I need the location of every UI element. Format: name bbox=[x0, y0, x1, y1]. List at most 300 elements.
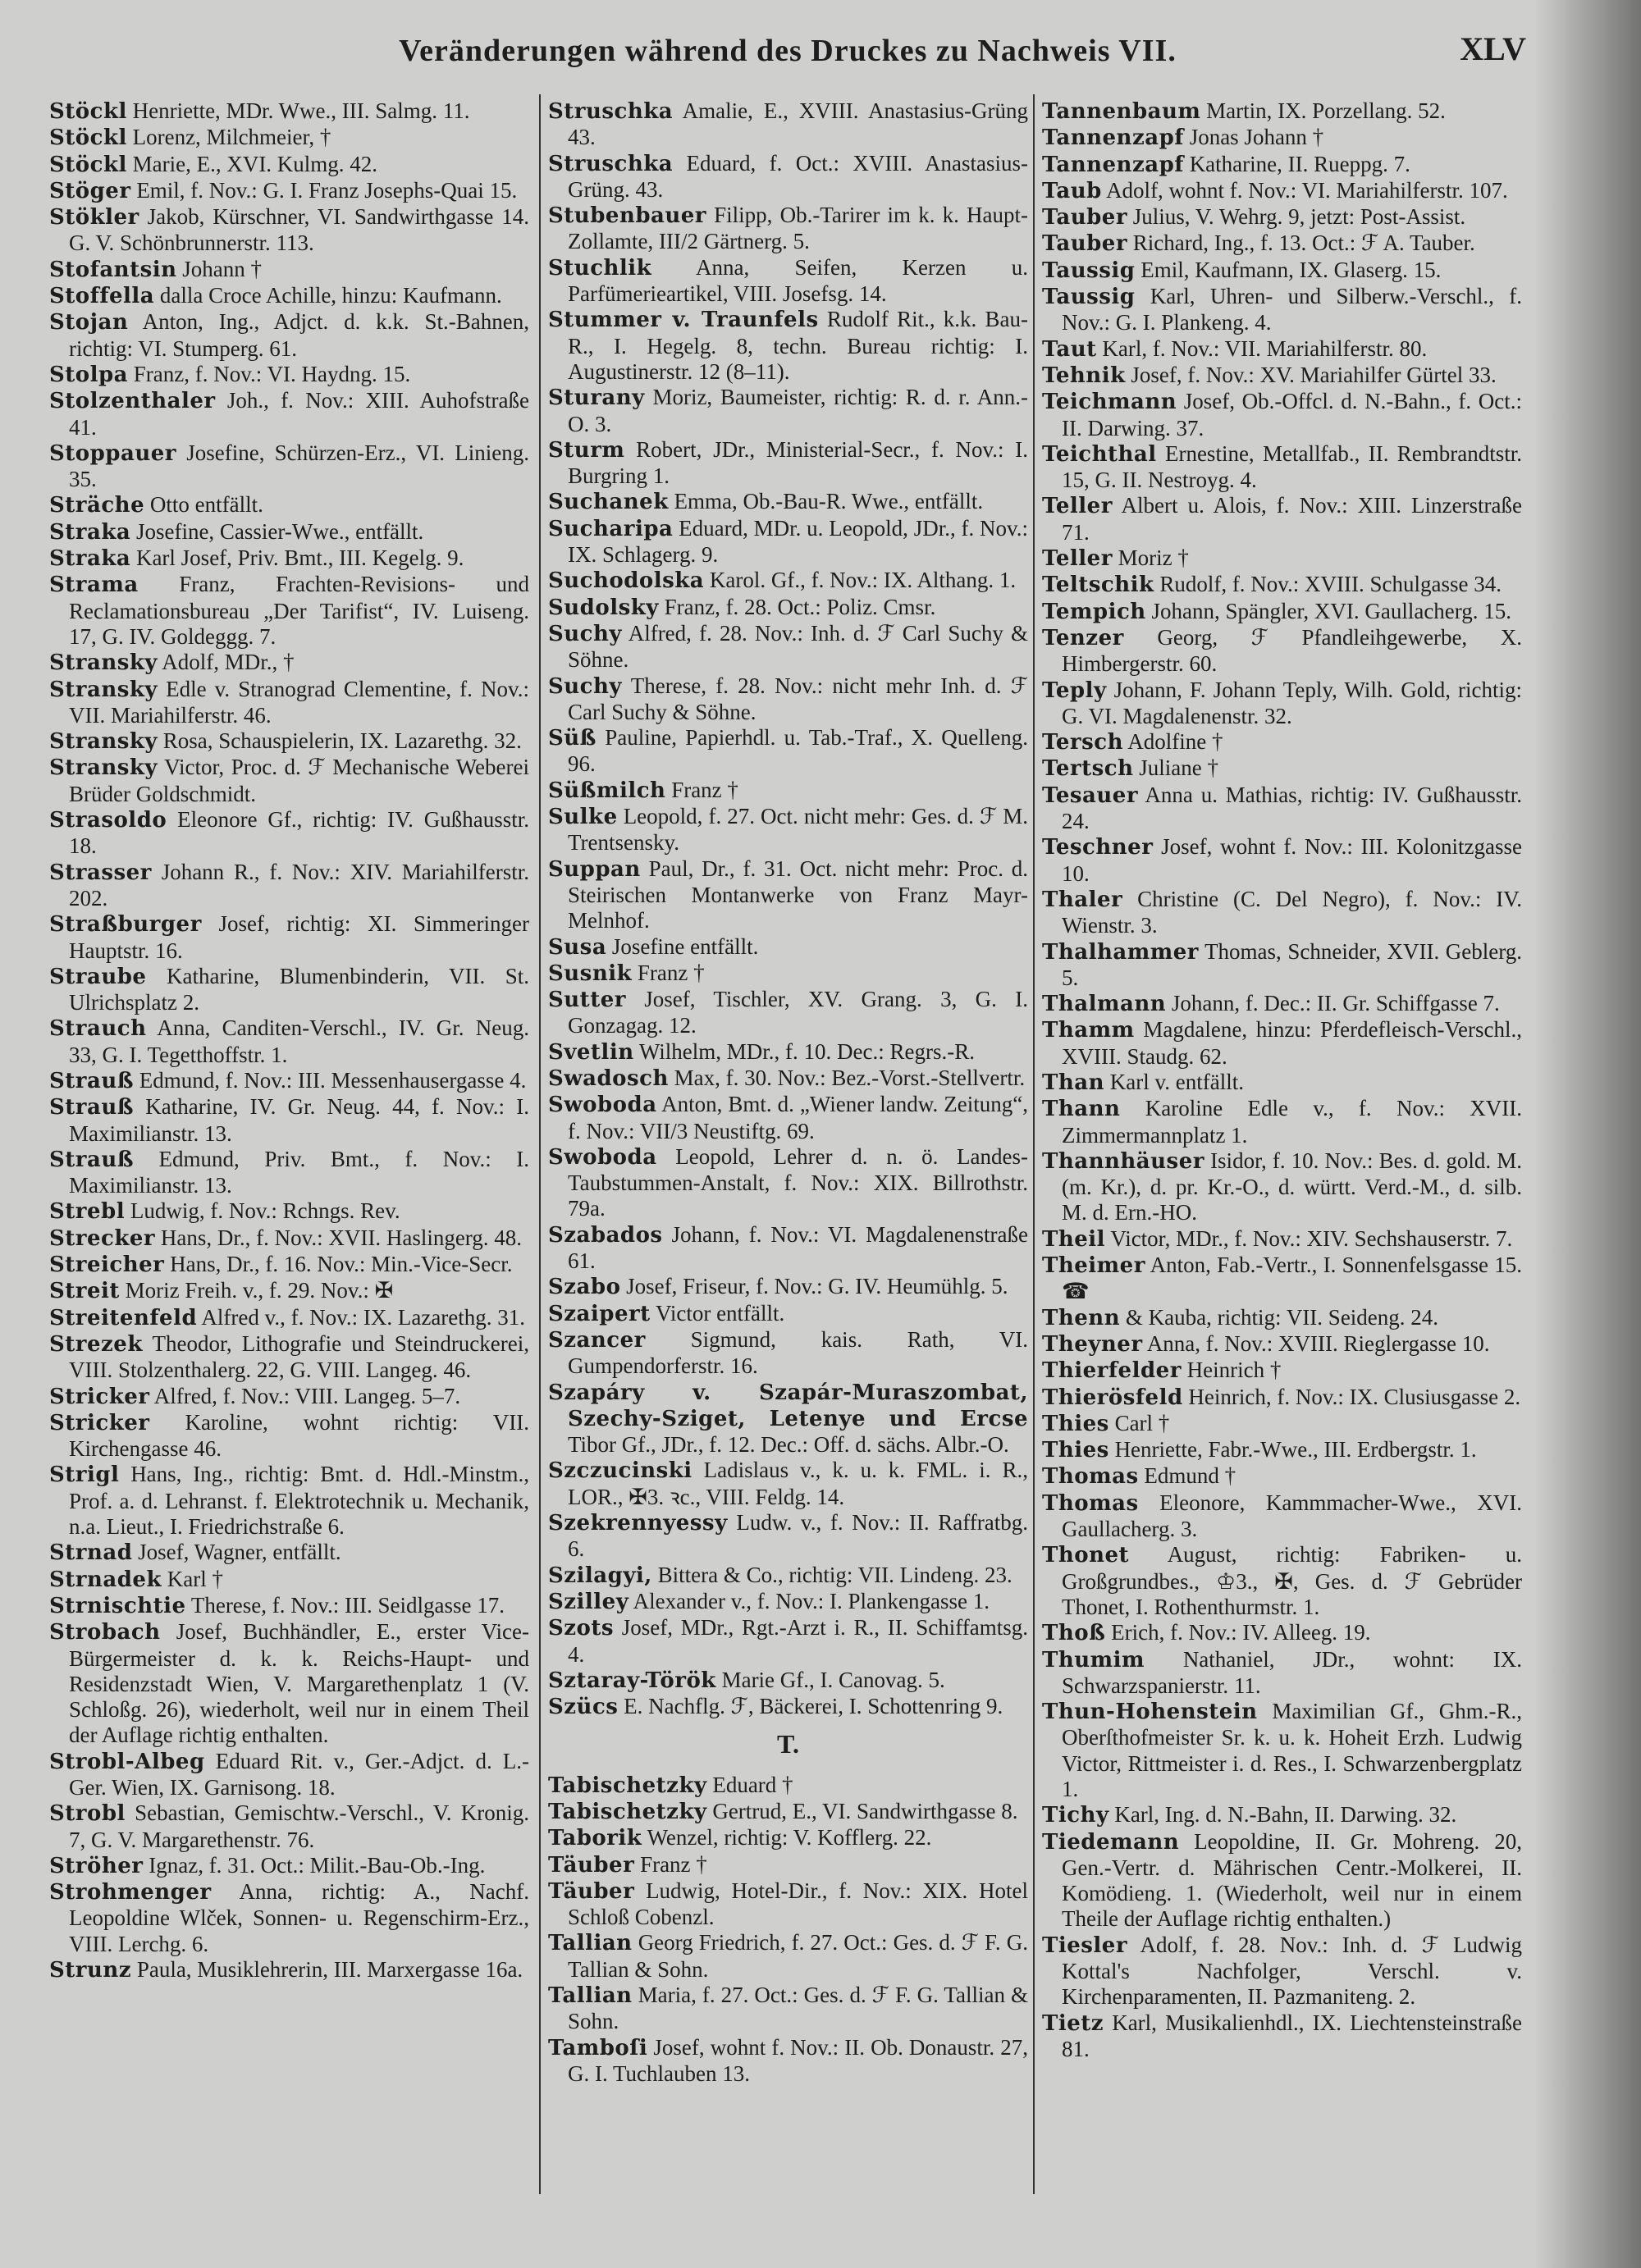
entry-surname: Teply bbox=[1042, 678, 1107, 703]
entry-surname: Taub bbox=[1042, 178, 1102, 203]
entry-surname: Tersch bbox=[1042, 730, 1123, 755]
entry-details: Leopoldine, II. Gr. Mohreng. 20, Gen.-Vertr. d. Mährischen Centr.-Molkerei, II. Komödieng. 1. (Wiederholt, weil nur in einem Theile der Auflage richtig enthalten.) bbox=[1062, 1828, 1522, 1932]
directory-entry bbox=[1042, 493, 1522, 545]
entry-surname: Tauber bbox=[1042, 231, 1128, 257]
entry-details: Wenzel, richtig: V. Kofflerg. 22. bbox=[647, 1825, 932, 1850]
entry-surname: Tichy bbox=[1042, 1803, 1109, 1828]
entry-surname: Tabischetzky bbox=[548, 1773, 707, 1798]
entry-details: Edle v. Stranograd Clementine, f. Nov.: VII. Mariahilferstr. 46. bbox=[69, 676, 530, 728]
entry-surname: Sulke bbox=[548, 805, 618, 830]
entry-details: E. Nachflg. ℱ, Bäckerei, I. Schottenring 9. bbox=[624, 1694, 1003, 1719]
entry-surname: Stöckl bbox=[49, 125, 127, 151]
entry-details: Johann, F. Johann Teply, Wilh. Gold, richtig: G. VI. Magdalenenstr. 32. bbox=[1062, 677, 1523, 728]
entry-surname: Teltschik bbox=[1042, 573, 1154, 598]
directory-entry bbox=[1042, 1305, 1522, 1331]
entry-details: Ernestine, Metallfab., II. Rembrandtstr. 15, G. II. Nestroyg. 4. bbox=[1062, 440, 1523, 493]
entry-surname: Tietz bbox=[1042, 2010, 1104, 2036]
directory-entry bbox=[548, 725, 1028, 778]
entry-details: Leopold, f. 27. Oct. nicht mehr: Ges. d. ℱ M. Trentsensky. bbox=[568, 804, 1029, 856]
directory-entry bbox=[548, 1615, 1028, 1668]
entry-surname: Stransky bbox=[49, 677, 158, 702]
entry-details: Magdalene, hinzu: Pferdefleisch-Verschl., XVIII. Staudg. 62. bbox=[1062, 1017, 1522, 1069]
entry-surname: Swoboda bbox=[548, 1144, 657, 1170]
entry-surname: Stuchlik bbox=[548, 255, 652, 281]
entry-surname: Szekrennyessy bbox=[548, 1511, 728, 1536]
entry-surname: Sturany bbox=[548, 386, 645, 411]
entry-surname: Straka bbox=[49, 519, 131, 545]
entry-details: Julius, V. Wehrg. 9, jetzt: Post-Assist. bbox=[1132, 204, 1466, 230]
entry-details: Erich, f. Nov.: IV. Alleeg. 19. bbox=[1111, 1620, 1371, 1645]
entry-details: Amalie, E., XVIII. Anastasius-Grüng 43. bbox=[568, 98, 1028, 150]
entry-surname: Tempich bbox=[1042, 599, 1146, 624]
entry-details: Nathaniel, JDr., wohnt: IX. Schwarzspanierstr. 11. bbox=[1062, 1646, 1523, 1698]
entry-surname: Strasoldo bbox=[49, 808, 167, 833]
entry-details: Juliane † bbox=[1139, 755, 1218, 781]
entry-details: Alfred, f. Nov.: VIII. Langeg. 5–7. bbox=[153, 1383, 461, 1408]
entry-surname: Szücs bbox=[548, 1695, 619, 1720]
directory-entry bbox=[548, 1930, 1028, 1983]
directory-entry bbox=[548, 1222, 1028, 1275]
entry-details: Theodor, Lithografie und Steindruckerei, VIII. Stolzenthalerg. 22, G. VIII. Langeg. 46. bbox=[69, 1330, 529, 1383]
directory-entry bbox=[548, 1589, 1028, 1615]
entry-details: Ludw. v., f. Nov.: II. Raffratbg. 6. bbox=[568, 1510, 1029, 1562]
directory-entry bbox=[548, 1144, 1028, 1222]
directory-entry bbox=[1042, 336, 1522, 363]
directory-entry bbox=[49, 204, 529, 257]
directory-entry bbox=[49, 1567, 529, 1593]
directory-entry bbox=[49, 860, 529, 912]
entry-surname: Thomas bbox=[1042, 1464, 1139, 1490]
entry-details: Carl † bbox=[1114, 1410, 1170, 1435]
directory-entry bbox=[548, 1510, 1028, 1563]
column-3 bbox=[1042, 98, 1522, 2062]
directory-entry bbox=[548, 595, 1028, 621]
directory-entry bbox=[49, 545, 529, 572]
directory-entry bbox=[1042, 1411, 1522, 1437]
directory-entry bbox=[49, 1957, 529, 1983]
entry-surname: Teller bbox=[1042, 546, 1113, 572]
entry-details: Karoline, wohnt richtig: VII. Kirchengasse 46. bbox=[69, 1409, 530, 1462]
directory-entry bbox=[1042, 939, 1522, 992]
entry-details: Robert, JDr., Ministerial-Secr., f. Nov.: I. Burgring 1. bbox=[568, 436, 1028, 489]
directory-entry bbox=[49, 388, 529, 440]
directory-entry bbox=[49, 1094, 529, 1147]
entry-details: Johann, f. Dec.: II. Gr. Schiffgasse 7. bbox=[1171, 991, 1500, 1016]
directory-entry bbox=[49, 964, 529, 1016]
entry-surname: Stransky bbox=[49, 729, 158, 755]
entry-surname: Strebl bbox=[49, 1199, 126, 1225]
entry-surname: Tenzer bbox=[1042, 625, 1124, 650]
entry-details: Anna, f. Nov.: XVIII. Rieglergasse 10. bbox=[1146, 1330, 1490, 1356]
directory-entry bbox=[1042, 152, 1522, 178]
entry-details: Marie, E., XVI. Kulmg. 42. bbox=[132, 151, 378, 176]
entry-details: Maximilian Gf., Ghm.-R., Oberſthofmeister Sr. k. u. k. Hoheit Erzh. Ludwig Victor, Rittmeister i. d. Res., I. Schwarzenbergplatz 1. bbox=[1062, 1699, 1522, 1801]
entry-surname: Strohmenger bbox=[49, 1880, 212, 1905]
entry-surname: Strunz bbox=[49, 1958, 132, 1983]
directory-entry bbox=[548, 1983, 1028, 2035]
entry-details: Josef, Wagner, entfällt. bbox=[138, 1540, 341, 1565]
entry-details: Karoline Edle v., f. Nov.: XVII. Zimmermannplatz 1. bbox=[1062, 1096, 1523, 1148]
directory-entry bbox=[548, 98, 1028, 151]
entry-surname: Stubenbauer bbox=[548, 203, 706, 229]
scan-shadow bbox=[1534, 0, 1641, 2268]
directory-entry bbox=[548, 1799, 1028, 1825]
entry-details: Moriz, Baumeister, richtig: R. d. r. Ann.-O. 3. bbox=[568, 385, 1029, 436]
entry-details: Isidor, f. 10. Nov.: Bes. d. gold. M. (m. Kr.), d. pr. Kr.-O., d. württ. Verd.-M., d. silb. M. d. Ern.-HO. bbox=[1062, 1148, 1522, 1225]
entry-surname: Stolzenthaler bbox=[49, 389, 216, 414]
directory-entry bbox=[49, 152, 529, 178]
entry-surname: Thamm bbox=[1042, 1018, 1135, 1043]
directory-entry bbox=[1042, 599, 1522, 625]
page-number: XLV bbox=[1460, 30, 1526, 67]
directory-entry bbox=[49, 1147, 529, 1199]
entry-surname: Suchy bbox=[548, 621, 623, 646]
entry-details: Hans, Dr., f. 16. Nov.: Min.-Vice-Secr. bbox=[170, 1252, 513, 1277]
entry-surname: Susnik bbox=[548, 961, 633, 986]
entry-surname: Teschner bbox=[1042, 835, 1154, 860]
entry-details: Jonas Johann † bbox=[1189, 125, 1324, 150]
entry-surname: Strnad bbox=[49, 1540, 133, 1566]
directory-entry bbox=[548, 778, 1028, 804]
entry-surname: Stöckl bbox=[49, 152, 127, 177]
directory-entry bbox=[548, 1274, 1028, 1300]
entry-details: Tibor Gf., JDr., f. 12. Dec.: Off. d. sächs. Albr.-O. bbox=[568, 1432, 1009, 1458]
directory-entry bbox=[548, 385, 1028, 437]
entry-details: Victor, Proc. d. ℱ Mechanische Weberei Brüder Goldschmidt. bbox=[69, 755, 529, 806]
entry-details: Paula, Musiklehrerin, III. Marxergasse 16a. bbox=[136, 1957, 523, 1983]
directory-entry bbox=[49, 728, 529, 755]
entry-details: Anna, richtig: A., Nachf. Leopoldine Wlček, Sonnen- u. Regenschirm-Erz., VIII. Lerchg. 6. bbox=[69, 1879, 529, 1956]
directory-entry bbox=[49, 1853, 529, 1879]
entry-details: Eduard † bbox=[712, 1772, 793, 1797]
entry-surname: Szabo bbox=[548, 1275, 621, 1300]
directory-entry bbox=[1042, 230, 1522, 257]
entry-details: Alfred, f. 28. Nov.: Inh. d. ℱ Carl Suchy & Söhne. bbox=[568, 620, 1028, 673]
entry-surname: Suppan bbox=[548, 856, 641, 882]
entry-surname: Tehnik bbox=[1042, 363, 1126, 388]
entry-details: Therese, f. 28. Nov.: nicht mehr Inh. d. ℱ Carl Suchy & Söhne. bbox=[568, 673, 1028, 724]
entry-details: Josef, MDr., Rgt.-Arzt i. R., II. Schiffamtsg. 4. bbox=[568, 1615, 1028, 1667]
directory-entry bbox=[1042, 1620, 1522, 1646]
entry-details: Ladislaus v., k. u. k. FML. i. R., LOR., ✠3. ꝛc., VIII. Feldg. 14. bbox=[568, 1458, 1028, 1509]
entry-surname: Stricker bbox=[49, 1410, 150, 1435]
column-2 bbox=[548, 98, 1028, 2087]
directory-entry bbox=[1042, 991, 1522, 1017]
entry-details: Hans, Ing., richtig: Bmt. d. Hdl.-Minstm., Prof. a. d. Lehranst. f. Elektrotechnik u. Mechanik, n.a. Lieut., I. Friedrichstraße 6. bbox=[69, 1462, 529, 1540]
entry-details: Moriz Freih. v., f. 29. Nov.: ✠ bbox=[125, 1278, 394, 1303]
directory-entry bbox=[548, 1773, 1028, 1799]
entry-surname: Teller bbox=[1042, 494, 1113, 519]
entry-surname: Thalmann bbox=[1042, 992, 1167, 1017]
entry-details: Georg, ℱ Pfandleihgewerbe, X. Himbergerstr. 60. bbox=[1062, 624, 1522, 677]
entry-surname: Sudolsky bbox=[548, 595, 659, 620]
directory-entry bbox=[548, 1327, 1028, 1380]
directory-entry bbox=[1042, 834, 1522, 887]
directory-entry bbox=[1042, 1933, 1522, 2010]
entry-surname: Suchanek bbox=[548, 490, 669, 515]
directory-entry bbox=[49, 1068, 529, 1094]
entry-details: Karl, Uhren- und Silberw.-Verschl., f. Nov.: G. I. Plankeng. 4. bbox=[1062, 284, 1523, 335]
entry-surname: Tamboſi bbox=[548, 2035, 648, 2060]
directory-entry bbox=[49, 309, 529, 362]
entry-surname: Swoboda bbox=[548, 1093, 657, 1118]
entry-surname: Strobl bbox=[49, 1801, 126, 1827]
entry-surname: Streit bbox=[49, 1279, 120, 1304]
directory-entry bbox=[49, 519, 529, 545]
directory-entry bbox=[548, 804, 1028, 856]
entry-details: Anton, Fab.-Vertr., I. Sonnenfelsgasse 15. ☎ bbox=[1062, 1253, 1523, 1304]
column-1 bbox=[49, 98, 529, 1983]
entry-surname: Tiesler bbox=[1042, 1933, 1128, 1958]
directory-entry bbox=[1042, 98, 1522, 125]
entry-surname: Strobach bbox=[49, 1620, 161, 1645]
entry-surname: Stofantsin bbox=[49, 257, 177, 282]
entry-surname: Taussig bbox=[1042, 258, 1136, 283]
directory-entry bbox=[49, 362, 529, 388]
entry-surname: Struschka bbox=[548, 99, 674, 124]
entry-surname: Tesauer bbox=[1042, 783, 1139, 808]
entry-details: Josef, Tischler, XV. Grang. 3, G. I. Gonzagag. 12. bbox=[568, 987, 1028, 1038]
entry-surname: Strauß bbox=[49, 1147, 134, 1172]
entry-details: Josef, Friseur, f. Nov.: G. IV. Heumühlg. 5. bbox=[626, 1274, 1008, 1299]
entry-surname: Tertsch bbox=[1042, 756, 1134, 782]
directory-entry bbox=[548, 151, 1028, 203]
entry-surname: Theimer bbox=[1042, 1253, 1145, 1279]
entry-surname: Stummer v. Traunfels bbox=[548, 308, 819, 333]
entry-surname: Thoß bbox=[1042, 1621, 1106, 1646]
directory-entry bbox=[49, 1800, 529, 1853]
entry-surname: Ströher bbox=[49, 1853, 144, 1878]
entry-details: Rosa, Schauspielerin, IX. Lazarethg. 32. bbox=[162, 728, 522, 754]
entry-details: Wilhelm, MDr., f. 10. Dec.: Regrs.-R. bbox=[638, 1038, 975, 1064]
entry-surname: Sucharipa bbox=[548, 516, 674, 541]
entry-surname: Straka bbox=[49, 546, 131, 572]
entry-surname: Tiedemann bbox=[1042, 1829, 1180, 1855]
entry-surname: Struschka bbox=[548, 151, 674, 176]
entry-details: Thomas, Schneider, XVII. Geblerg. 5. bbox=[1062, 938, 1522, 990]
directory-entry bbox=[49, 1278, 529, 1304]
entry-details: Alfred v., f. Nov.: IX. Lazarethg. 31. bbox=[201, 1304, 526, 1330]
entry-surname: Sträche bbox=[49, 493, 145, 518]
column-divider bbox=[539, 94, 541, 2194]
entry-surname: Strigl bbox=[49, 1463, 120, 1488]
directory-entry bbox=[1042, 1358, 1522, 1384]
directory-entry bbox=[1042, 1490, 1522, 1543]
entry-details: Josef, f. Nov.: XV. Mariahilfer Gürtel 33. bbox=[1131, 362, 1497, 387]
entry-details: Edmund † bbox=[1144, 1463, 1236, 1489]
directory-entry bbox=[49, 911, 529, 964]
entry-details: Max, f. 30. Nov.: Bez.-Vorst.-Stellvertr. bbox=[674, 1065, 1026, 1090]
entry-surname: Swadosch bbox=[548, 1066, 669, 1091]
entry-details: Josefine entfällt. bbox=[611, 933, 759, 959]
entry-details: Eduard, MDr. u. Leopold, JDr., f. Nov.: IX. Schlagerg. 9. bbox=[568, 515, 1029, 568]
entry-details: Ludwig, f. Nov.: Rchngs. Rev. bbox=[130, 1198, 400, 1224]
entry-surname: Thonet bbox=[1042, 1543, 1130, 1568]
entry-details: Henriette, MDr. Wwe., III. Salmg. 11. bbox=[132, 98, 470, 123]
entry-surname: Streitenfeld bbox=[49, 1305, 198, 1330]
entry-surname: Stransky bbox=[49, 650, 158, 676]
entry-surname: Susa bbox=[548, 934, 607, 960]
directory-entry bbox=[548, 1852, 1028, 1878]
directory-entry bbox=[49, 1015, 529, 1068]
directory-entry bbox=[1042, 1542, 1522, 1620]
directory-entry bbox=[548, 673, 1028, 726]
directory-entry bbox=[548, 1039, 1028, 1066]
entry-details: Christine (C. Del Negro), f. Nov.: IV. Wienstr. 3. bbox=[1062, 886, 1522, 938]
entry-details: & Kauba, richtig: VII. Seideng. 24. bbox=[1125, 1304, 1439, 1330]
entry-surname: Strezek bbox=[49, 1331, 143, 1357]
entry-details: Karl v. entfällt. bbox=[1109, 1069, 1244, 1094]
entry-surname: Thierfelder bbox=[1042, 1358, 1182, 1384]
directory-entry bbox=[548, 307, 1028, 385]
entry-details: Heinrich, f. Nov.: IX. Clusiusgasse 2. bbox=[1188, 1384, 1521, 1409]
directory-entry bbox=[1042, 572, 1522, 598]
entry-details: Katharine, IV. Gr. Neug. 44, f. Nov.: I. Maximilianstr. 13. bbox=[69, 1094, 529, 1146]
entry-details: Josef, Ob.-Offcl. d. N.-Bahn., f. Oct.: II. Darwing. 37. bbox=[1062, 389, 1522, 440]
directory-entry bbox=[1042, 284, 1522, 336]
directory-entry bbox=[548, 1458, 1028, 1510]
entry-details: Josefine, Cassier-Wwe., entfällt. bbox=[135, 518, 424, 544]
directory-entry bbox=[1042, 755, 1522, 782]
directory-entry bbox=[49, 1540, 529, 1566]
entry-details: Eduard, f. Oct.: XVIII. Anastasius-Grüng. 43. bbox=[568, 150, 1028, 202]
entry-surname: Täuber bbox=[548, 1852, 635, 1878]
entry-surname: Tallian bbox=[548, 1931, 633, 1956]
entry-details: Sigmund, kais. Rath, VI. Gumpendorferstr. 16. bbox=[568, 1326, 1028, 1379]
directory-entry bbox=[1042, 389, 1522, 441]
entry-surname: Szczucinski bbox=[548, 1458, 693, 1484]
entry-details: Franz † bbox=[640, 1851, 707, 1877]
entry-details: Franz † bbox=[637, 960, 705, 985]
directory-entry bbox=[49, 1305, 529, 1331]
entry-surname: Stricker bbox=[49, 1384, 150, 1409]
entry-surname: Streicher bbox=[49, 1253, 165, 1278]
entry-details: Josef, Buchhändler, E., erster Vice-Bürgermeister d. k. k. Reichs-Haupt- und Residenzstadt Wien, V. Margarethenplatz 1 (V. Schloßg. 26), wiederholt, weil nur in einem Theil der Auflage richtig enthalten. bbox=[69, 1619, 530, 1748]
entry-surname: Stökler bbox=[49, 205, 139, 230]
directory-entry bbox=[49, 440, 529, 493]
directory-entry bbox=[1042, 1699, 1522, 1802]
directory-entry bbox=[49, 755, 529, 807]
entry-details: Johann † bbox=[182, 256, 262, 281]
entry-surname: Thun-Hohenstein bbox=[1042, 1700, 1258, 1725]
directory-entry bbox=[49, 492, 529, 518]
entry-details: Josef, wohnt f. Nov.: II. Ob. Donaustr. 27, G. I. Tuchlauben 13. bbox=[568, 2034, 1028, 2086]
directory-entry bbox=[548, 568, 1028, 594]
directory-entry bbox=[548, 1668, 1028, 1694]
directory-entry bbox=[1042, 1647, 1522, 1700]
directory-entry bbox=[548, 1066, 1028, 1092]
directory-entry bbox=[49, 572, 529, 650]
entry-details: Jakob, Kürschner, VI. Sandwirthgasse 14. G. V. Schönbrunnerstr. 113. bbox=[69, 204, 530, 256]
entry-details: Adolf, wohnt f. Nov.: VI. Mariahilferstr. 107. bbox=[1106, 177, 1508, 203]
entry-details: Anna, Seifen, Kerzen u. Parfümerieartikel, VIII. Josefsg. 14. bbox=[568, 254, 1028, 307]
entry-surname: Szaipert bbox=[548, 1301, 651, 1326]
directory-entry bbox=[548, 1694, 1028, 1720]
entry-surname: Szots bbox=[548, 1616, 615, 1641]
entry-details: Emma, Ob.-Bau-R. Wwe., entfällt. bbox=[674, 489, 984, 514]
entry-surname: Szancer bbox=[548, 1327, 646, 1353]
entry-details: Ignaz, f. 31. Oct.: Milit.-Bau-Ob.-Ing. bbox=[149, 1852, 486, 1878]
entry-details: Eleonore Gf., richtig: IV. Gußhausstr. 18. bbox=[69, 807, 530, 859]
directory-entry bbox=[548, 516, 1028, 568]
entry-surname: Tannenbaum bbox=[1042, 99, 1201, 124]
directory-entry bbox=[49, 257, 529, 283]
page-title: Veränderungen während des Druckes zu Nachweis VII. bbox=[399, 34, 1177, 68]
directory-entry bbox=[1042, 1070, 1522, 1096]
directory-entry bbox=[1042, 678, 1522, 730]
directory-entry bbox=[1042, 625, 1522, 678]
entry-surname: Thies bbox=[1042, 1438, 1109, 1463]
directory-entry bbox=[548, 255, 1028, 308]
entry-surname: Thann bbox=[1042, 1097, 1121, 1122]
entry-details: Franz, f. 28. Oct.: Poliz. Cmsr. bbox=[664, 594, 936, 619]
entry-details: Therese, f. Nov.: III. Seidlgasse 17. bbox=[190, 1592, 505, 1618]
directory-entry bbox=[1042, 363, 1522, 389]
directory-entry bbox=[1042, 204, 1522, 230]
entry-details: August, richtig: Fabriken- u. Großgrundbes., ♔3., ✠, Ges. d. ℱ Gebrüder Thonet, I. Rothenthurmstr. 1. bbox=[1062, 1542, 1522, 1619]
directory-entry bbox=[1042, 125, 1522, 151]
directory-entry bbox=[1042, 258, 1522, 284]
entry-details: Josef, wohnt f. Nov.: III. Kolonitzgasse 10. bbox=[1062, 834, 1522, 886]
directory-entry bbox=[548, 856, 1028, 934]
directory-entry bbox=[49, 283, 529, 309]
directory-entry bbox=[1042, 1253, 1522, 1305]
directory-entry bbox=[49, 1593, 529, 1619]
directory-entry bbox=[1042, 2010, 1522, 2063]
entry-details: Albert u. Alois, f. Nov.: XIII. Linzerstraße 71. bbox=[1062, 493, 1522, 545]
entry-surname: Sturm bbox=[548, 437, 625, 463]
directory-entry bbox=[1042, 1331, 1522, 1358]
entry-details: Karl, Ing. d. N.-Bahn, II. Darwing. 32. bbox=[1114, 1802, 1457, 1828]
entry-surname: Thierösfeld bbox=[1042, 1385, 1183, 1410]
entry-details: Edmund, f. Nov.: III. Messenhausergasse 4. bbox=[139, 1067, 527, 1093]
directory-entry bbox=[1042, 783, 1522, 835]
entry-details: Filipp, Ob.-Tarirer im k. k. Haupt-Zollamte, III/2 Gärtnerg. 5. bbox=[568, 203, 1029, 254]
entry-details: Sebastian, Gemischtw.-Verschl., V. Kronig. 7, G. V. Margarethenstr. 76. bbox=[69, 1800, 530, 1852]
directory-entry bbox=[1042, 729, 1522, 755]
entry-details: Richard, Ing., f. 13. Oct.: ℱ A. Tauber. bbox=[1132, 230, 1475, 256]
entry-details: Martin, IX. Porzellang. 52. bbox=[1206, 98, 1446, 123]
entry-surname: Teichthal bbox=[1042, 441, 1157, 467]
entry-surname: Thumim bbox=[1042, 1647, 1145, 1672]
directory-entry bbox=[548, 1563, 1028, 1589]
entry-details: Bittera & Co., richtig: VII. Lindeng. 23. bbox=[657, 1562, 1012, 1587]
entry-details: Paul, Dr., f. 31. Oct. nicht mehr: Proc. d. Steirischen Montanwerke von Franz Mayr-Melnhof. bbox=[568, 856, 1029, 933]
directory-entry bbox=[1042, 1463, 1522, 1490]
entry-surname: Thaler bbox=[1042, 887, 1123, 912]
entry-details: Lorenz, Milchmeier, † bbox=[132, 125, 331, 150]
entry-surname: Stojan bbox=[49, 310, 129, 335]
entry-surname: Sztaray-Török bbox=[548, 1668, 716, 1693]
directory-entry bbox=[49, 125, 529, 151]
entry-details: Emil, f. Nov.: G. I. Franz Josephs-Quai 15. bbox=[136, 177, 518, 203]
directory-entry bbox=[1042, 1437, 1522, 1463]
directory-entry bbox=[548, 489, 1028, 515]
directory-entry bbox=[49, 1384, 529, 1410]
entry-surname: Than bbox=[1042, 1070, 1105, 1095]
entry-details: Franz, f. Nov.: VI. Haydng. 15. bbox=[133, 361, 411, 386]
entry-surname: Teichmann bbox=[1042, 390, 1177, 415]
entry-details: Otto entfällt. bbox=[149, 492, 263, 518]
column-divider bbox=[1033, 94, 1035, 2194]
entry-surname: Süßmilch bbox=[548, 778, 666, 803]
directory-entry bbox=[1042, 1096, 1522, 1148]
entry-details: Franz, Frachten-Revisions- und Reclamationsbureau „Der Tarifist“, IV. Luiseng. 17, G. IV. Goldeggg. 7. bbox=[69, 572, 530, 649]
directory-entry bbox=[548, 437, 1028, 490]
directory-entry bbox=[1042, 178, 1522, 204]
entry-surname: Tauber bbox=[1042, 205, 1128, 230]
entry-details: Karl, Musikalienhdl., IX. Liechtensteinstraße 81. bbox=[1062, 2010, 1522, 2061]
